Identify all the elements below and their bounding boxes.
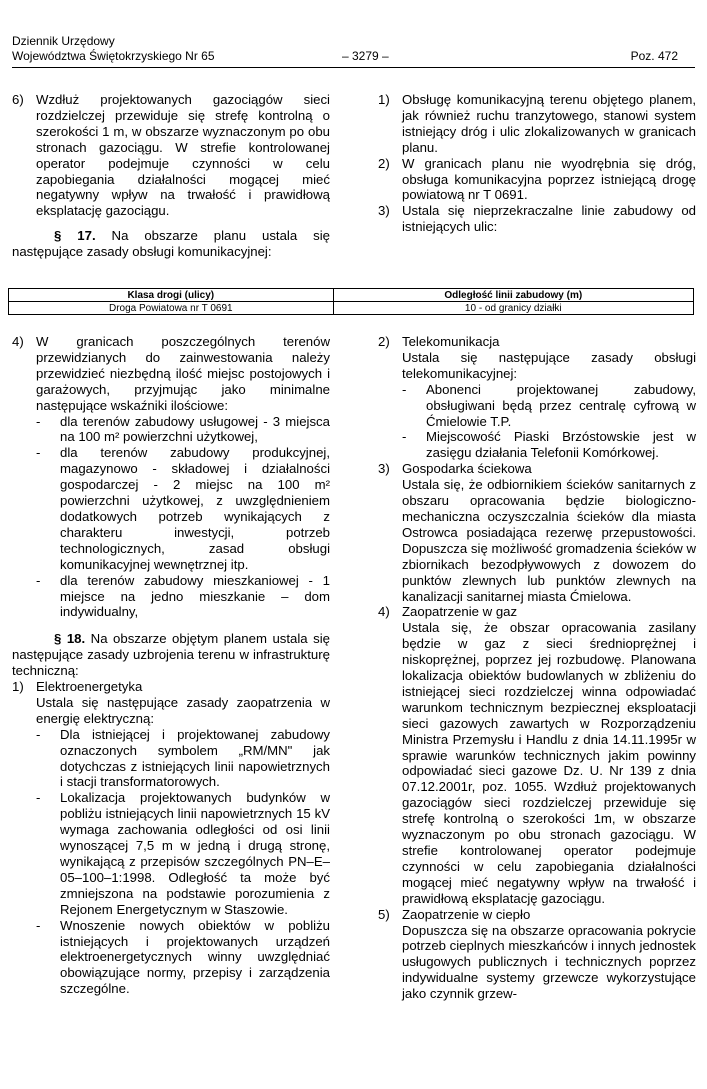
item-number: 2) [378,334,390,349]
item-body [402,334,696,461]
list-item [12,334,330,620]
journal-subtitle: Województwa Świętokrzyskiego Nr 65 [12,49,215,63]
page-header [12,34,678,64]
item-title: Elektroenergetyka [36,679,143,695]
item-text: Ustala się, że odbiornikiem ścieków sanitarnych z obszaru opracowania będzie biologiczno-mechaniczna oczyszczalnia ścieków dla miasta Ostrowca posiadająca rezerwę przepustowości. Dopuszcza się możliwość gromadzenia ścieków w zbiornikach bezodpływowych z dowozem do punktów zlewnych lub punktów zlewnych na kanalizacji sanitarnej miasta Ćmielowa. [402,477,696,604]
item-text: W granicach planu nie wyodrębnia się dróg, obsługa komunikacyjna poprzez istniejącą drogę powiatową nr T 0691. [402,155,696,203]
dash-text: dla terenów zabudowy produkcyjnej, magazynowo - składowej i działalności gospodarczej - 2 miejsc na 100 m² powierzchni użytkowej, z uwzględnieniem dodatkowych potrzeb wynikających z charakteru inwestycji, potrzeb technologicznych, zasad obsługi komunikacyjnej wewnętrznej itp. [60,445,330,572]
item-text: Ustala się następujące zasady zaopatrzenia w energię elektryczną: [36,694,330,726]
list-item [12,679,330,997]
item-title: Gospodarka ściekowa [402,461,532,477]
dash-item: - Lokalizacja projektowanych budynków w pobliżu istniejących linii napowietrznych 15 kV wymaga zachowania odległości od osi linii wynoszącej 7,5 m w jedną i drugą stronę, wynikającą z przepisów szczególnych PN–E–05–100–1:1998. Odległość ta może być zmniejszona na podstawie porozumienia z Rejonem Energetycznym w Staszowie. [36,790,330,917]
item-number: 1) [378,92,390,107]
list-item [378,203,696,235]
bottom-right-column [378,334,696,1002]
dash-text: Wnoszenie nowych obiektów w pobliżu istniejących i projektowanych urządzeń elektroenergetycznych winny uwzględniać obowiązujące normy, przepisy i zarządzenia szczególne. [60,917,330,997]
item-text: Wzdłuż projektowanych gazociągów sieci rozdzielczej przewiduje się strefę kontrolną o szerokości 1 m, w obszarze wyznaczonym po obu stronach gazociągu. W strefie kontrolowanej operator podejmuje czynności w celu zapobiegania działalności mogącej mieć negatywny wpływ na trwałość i prawidłową eksplatację gazociągu. [36,92,330,219]
section-label: § 18. [54,631,86,647]
dash-text: dla terenów zabudowy mieszkaniowej - 1 miejsce na jedno mieszkanie – dom indywidualny, [60,572,330,620]
section-label: § 17. [54,228,96,244]
table-cell: 10 - od granicy działki [333,302,693,315]
position-number: Poz. 472 [630,49,678,63]
item-number: 2) [378,155,390,171]
item-number: 3) [378,461,390,477]
dash-text: Abonenci projektowanej zabudowy, obsługiwani będą przez centralę cyfrową w Ćmielowie T.P. [426,381,696,429]
list-item [378,92,696,156]
top-left-column [12,92,330,260]
item-text: Ustala się następujące zasady obsługi telekomunikacyjnej: [402,349,696,381]
section-text: Na obszarze planu ustala się następujące zasady obsługi komunikacyjnej: [12,228,330,260]
list-item [378,156,696,204]
item-text: Dopuszcza się na obszarze opracowania pokrycie potrzeb cieplnych mieszkańców i innych jednostek usługowych publicznych i technicznych poprzez indywidualne systemy grzewcze wykorzystujące jako czynnik grzew- [402,922,696,1002]
item-body [402,461,696,604]
section-17 [12,228,330,260]
dash-text: Miejscowość Piaski Brzóstowskie jest w zasięgu działania Telefonii Komórkowej. [426,429,696,461]
item-body [402,907,696,1002]
dash-item: - Miejscowość Piaski Brzóstowskie jest w zasięgu działania Telefonii Komórkowej. [402,429,696,461]
table-header-row [9,289,694,302]
top-right-column [378,92,696,235]
table-header-cell: Klasa drogi (ulicy) [9,289,334,302]
list-item [378,907,696,1002]
dash-item: - dla terenów zabudowy mieszkaniowej - 1 miejsce na jedno mieszkanie – dom indywidualny, [36,572,330,620]
page-number: – 3279 – [342,49,389,63]
dash-item: - Abonenci projektowanej zabudowy, obsługiwani będą przez centralę cyfrową w Ćmielowie T.P. [402,381,696,429]
item-title: Zaopatrzenie w ciepło [402,906,531,922]
list-item [378,334,696,461]
item-title: Telekomunikacja [402,334,500,349]
journal-title: Dziennik Urzędowy [12,34,115,48]
section-18 [12,631,330,679]
dash-text: Dla istniejącej i projektowanej zabudowy oznaczonych symbolem „RM/MN" jak dotychczas z istniejących linii napowietrznych i stacji transformatorowych. [60,726,330,790]
table-row [9,302,694,315]
bottom-left-column [12,334,330,997]
item-number: 1) [12,679,24,695]
list-item [378,604,696,906]
list-item [12,92,330,219]
item-text: W granicach poszczególnych terenów przewidzianych do zainwestowania należy przewidzieć niezbędną ilość miejsc postojowych i garażowych, przyjmując jako minimalne następujące wskaźniki ilościowe: [36,334,330,413]
item-text: Obsługę komunikacyjną terenu objętego planem, jak również ruchu tranzytowego, stanowi system istniejący dróg i ulic zlokalizowanych w granicach planu. [402,92,696,155]
dash-item: - dla terenów zabudowy usługowej - 3 miejsca na 100 m² powierzchni użytkowej, [36,413,330,445]
header-rule [12,67,695,68]
list-item [378,461,696,604]
item-body [36,679,330,997]
dash-text: Lokalizacja projektowanych budynków w pobliżu istniejących linii napowietrznych 15 kV wymaga zachowania odległości od osi linii wynoszącej 7,5 m w jedną i drugą stronę, wynikającą z przepisów szczególnych PN–E–05–100–1:1998. Odległość ta może być zmniejszona na podstawie porozumienia z Rejonem Energetycznym w Staszowie. [60,790,330,917]
item-title: Zaopatrzenie w gaz [402,604,518,620]
item-number: 6) [12,92,24,107]
dash-text: dla terenów zabudowy usługowej - 3 miejsca na 100 m² powierzchni użytkowej, [60,413,330,445]
item-number: 4) [378,604,390,620]
dash-item: - Dla istniejącej i projektowanej zabudowy oznaczonych symbolem „RM/MN" jak dotychczas z istniejących linii napowietrznych i stacji transformatorowych. [36,726,330,790]
table-header-cell: Odległość linii zabudowy (m) [333,289,693,302]
dash-item: - Wnoszenie nowych obiektów w pobliżu istniejących i projektowanych urządzeń elektroenergetycznych winny uwzględniać obowiązujące normy, przepisy i zarządzenia szczególne. [36,917,330,997]
item-number: 5) [378,906,390,922]
section-text: Na obszarze objętym planem ustala się następujące zasady uzbrojenia terenu w infrastrukturę techniczną: [12,631,330,679]
item-number: 4) [12,334,24,349]
setback-table [8,288,694,315]
item-text: Ustala się nieprzekraczalne linie zabudowy od istniejących ulic: [402,203,696,235]
table-cell: Droga Powiatowa nr T 0691 [9,302,334,315]
item-number: 3) [378,203,390,219]
dash-item: - dla terenów zabudowy produkcyjnej, magazynowo - składowej i działalności gospodarczej - 2 miejsc na 100 m² powierzchni użytkowej, z uwzględnieniem dodatkowych potrzeb wynikających z charakteru inwestycji, potrzeb technologicznych, zasad obsługi komunikacyjnej wewnętrznej itp. [36,445,330,572]
item-body [36,334,330,620]
item-text: Ustala się, że obszar opracowania zasilany będzie w gaz z sieci średnioprężnej i niskoprężnej, poprzez jej rozbudowę. Planowana lokalizacja obiektów budowlanych w zbliżeniu do istniejącej sieci rozdzielczej winna odpowiadać warunkom technicznym bezpiecznej eksploatacji sieci gazowych zawartych w Rozporządzeniu Ministra Przemysłu i Handlu z dnia 14.11.1995r w sprawie warunków technicznych jakim powinny odpowiadać sieci gazowe Dz. U. Nr 139 z dnia 07.12.2001r, poz. 1055. Wzdłuż projektowanych gazociągów sieci rozdzielczej przewiduje się strefę kontrolną o szerokości 1m, w obszarze wyznaczonym po obu stronach gazociągu. W strefie kontrolowanej operator podejmuje czynności w celu zapobiegania działalności mogącej mieć negatywny wpływ na trwałość i prawidłową eksplatację gazociągu. [402,620,696,906]
item-body [402,604,696,906]
